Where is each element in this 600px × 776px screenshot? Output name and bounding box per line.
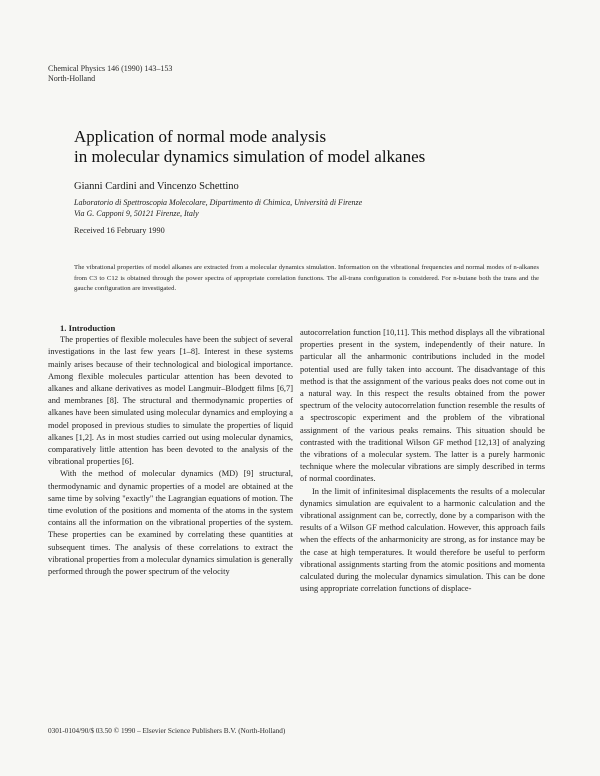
title-line-2: in molecular dynamics simulation of model alkanes	[74, 147, 426, 166]
title-line-1: Application of normal mode analysis	[74, 127, 327, 146]
journal-citation: Chemical Physics 146 (1990) 143–153	[48, 64, 173, 73]
paragraph: autocorrelation function [10,11]. This method displays all the vibrational properties present in the system, independently of their nature. In particular all the anharmonic contributions included in the model potential used are fully taken into account. The disadvantage of this method is that the assignment of the various peaks does not come out in a natural way. In this respect the results obtained from the power spectrum of the velocity autocorrelation function resemble the results of a spectroscopic experiment and the problem of the vibrational assignment of the various peaks remains. This situation should be contrasted with the traditional Wilson GF method [12,13] of analyzing the vibrations of a molecular system. The latter is a purely harmonic technique where the molecular vibrations are simply described in terms of normal coordinates.	[300, 328, 545, 484]
affiliation-line-1: Laboratorio di Spettroscopia Molecolare, Dipartimento di Chimica, Università di Firenze	[74, 198, 363, 207]
journal-header	[48, 64, 172, 84]
paragraph: With the method of molecular dynamics (MD) [9] structural, thermodynamic and dynamic properties of a model are obtained at the same time by solving "exactly" the Lagrangian equations of motion. The time evolution of the positions and momenta of the atoms in the system contains all the information on the vibrational properties of the system. These properties can be examined by correlating these quantities at subsequent times. The analysis of these correlations to extract the vibrational properties from a molecular dynamics simulation is generally performed through the power spectrum of the velocity	[48, 469, 293, 577]
authors: Gianni Cardini and Vincenzo Schettino	[74, 181, 239, 192]
left-column	[48, 322, 293, 578]
paper-title	[74, 127, 554, 167]
affiliation	[74, 197, 544, 219]
section-heading: 1. Introduction	[60, 323, 116, 333]
affiliation-line-2: Via G. Capponi 9, 50121 Firenze, Italy	[74, 209, 199, 218]
abstract: The vibrational properties of model alkanes are extracted from a molecular dynamics simulation. Information on the vibrational frequencies and normal modes of n-alkanes from C3 to C12 is obtained through the power spectra of appropriate correlation functions. The all-trans configuration is considered. For n-butane both the trans and the gauche configuration are investigated.	[74, 264, 539, 292]
right-column	[300, 327, 545, 595]
received-date: Received 16 February 1990	[74, 226, 165, 235]
paragraph: In the limit of infinitesimal displacements the results of a molecular dynamics simulation are equivalent to a harmonic calculation and the vibrational assignment can be, correctly, done by a comparison with the results of a Wilson GF method calculation. However, this approach fails when the effects of the anharmonicity are strong, as for instance may be the case at high temperatures. It would therefore be useful to perform vibrational assignments starting from the atomic positions and momenta calculated during the molecular dynamics simulation. This can be done using appropriate correlation functions of displace-	[300, 486, 545, 594]
paragraph: The properties of flexible molecules have been the subject of several investigations in the last few years [1–8]. Interest in these systems mainly arises because of their technological and biological importance. Among flexible molecules particular attention has been devoted to alkanes and alkane derivatives as model Langmuir–Blodgett films [6,7] and membranes [8]. The structural and thermodynamic properties of alkanes have been simulated using molecular dynamics and employing a model proposed in previous studies to simulate the properties of liquid alkanes [1,2]. As in most studies carried out using molecular dynamics, comparatively little attention has been devoted to the analysis of the vibrational properties [6].	[48, 335, 293, 467]
copyright-footer: 0301-0104/90/$ 03.50 © 1990 – Elsevier Science Publishers B.V. (North-Holland)	[48, 727, 286, 735]
publisher: North-Holland	[48, 74, 96, 83]
